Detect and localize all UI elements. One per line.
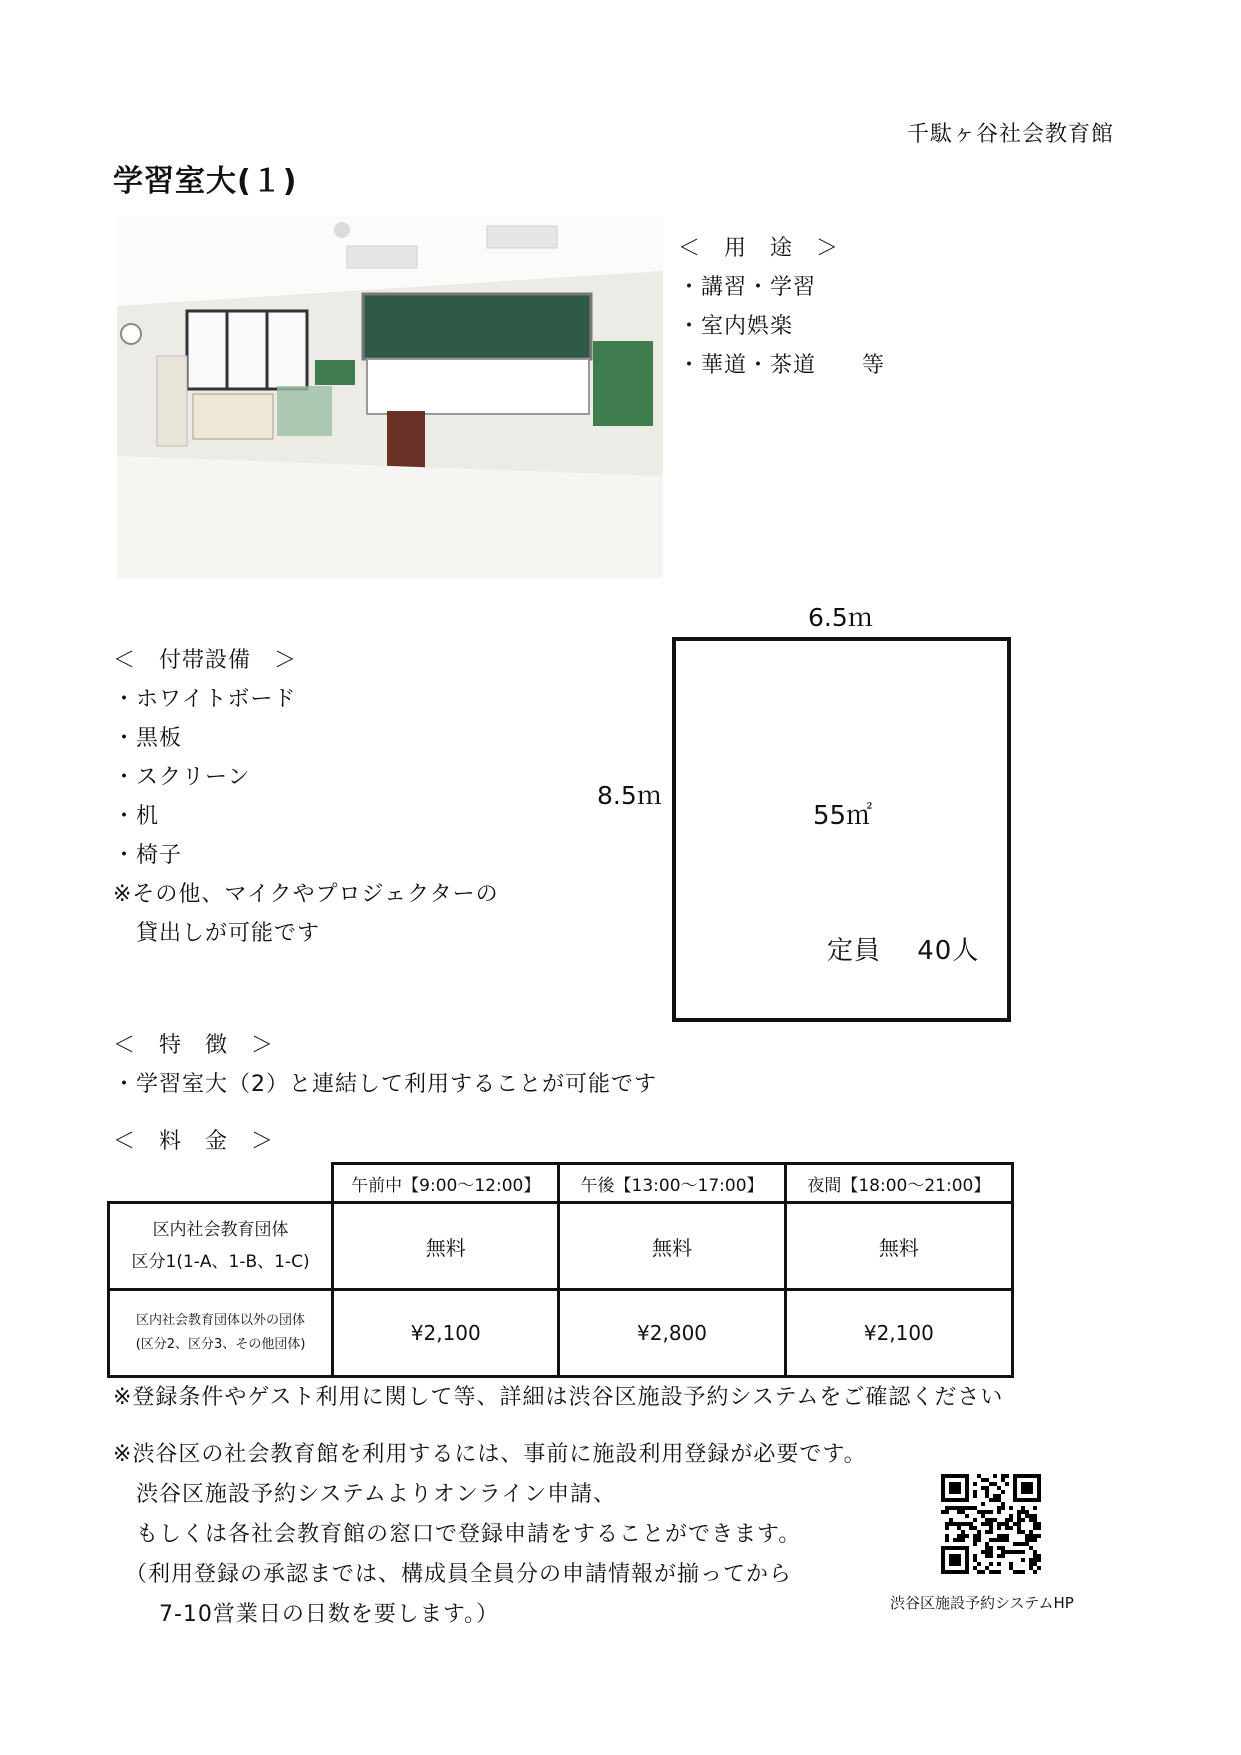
features-heading: ＜ 特 徴 ＞: [113, 1033, 275, 1058]
equipment-item: ・ホワイトボード: [113, 687, 297, 712]
row-label: 区内社会教育団体 区分1(1-A、1-B、1-C): [109, 1203, 333, 1290]
registration-info: [113, 1435, 867, 1635]
registration-info-line: ※渋谷区の社会教育館を利用するには、事前に施設利用登録が必要です。: [113, 1442, 867, 1467]
registration-info-line: 7-10営業日の日数を要します。）: [113, 1602, 500, 1627]
column-header: 午前中【9:00～12:00】: [333, 1164, 559, 1203]
row-label: 区内社会教育団体以外の団体 (区分2、区分3、その他団体): [109, 1290, 333, 1377]
floor-plan-height: 8.5ｍ: [597, 781, 662, 810]
uses-heading: ＜ 用 途 ＞: [678, 236, 840, 261]
qr-label: 渋谷区施設予約システムHP: [890, 1594, 1074, 1612]
room-title: 学習室大(１): [113, 164, 298, 199]
registration-info-line: （利用登録の承認までは、構成員全員分の申請情報が揃ってから: [113, 1562, 793, 1587]
features-item: ・学習室大（2）と連結して利用することが可能です: [113, 1072, 657, 1097]
equipment-heading: ＜ 付帯設備 ＞: [113, 648, 298, 673]
uses-item: ・華道・茶道 等: [678, 353, 886, 378]
uses-item: ・講習・学習: [678, 275, 817, 300]
fee-cell: 無料: [559, 1203, 785, 1290]
equipment-section: [113, 641, 499, 953]
fees-table: [107, 1162, 1014, 1378]
fee-cell: ¥2,100: [333, 1290, 559, 1377]
floor-plan-area: 55㎡: [813, 801, 873, 831]
registration-info-line: もしくは各社会教育館の窓口で登録申請をすることができます。: [113, 1522, 802, 1547]
column-header: 夜間【18:00～21:00】: [785, 1164, 1012, 1203]
facility-name: 千駄ヶ谷社会教育館: [907, 122, 1115, 147]
equipment-item: ・黒板: [113, 726, 183, 751]
equipment-item: ・椅子: [113, 843, 183, 868]
table-row: [109, 1203, 1013, 1290]
fee-cell: 無料: [333, 1203, 559, 1290]
fee-cell: ¥2,800: [559, 1290, 785, 1377]
floor-plan-capacity: 定員 40人: [827, 936, 980, 966]
uses-item: ・室内娯楽: [678, 314, 794, 339]
fee-cell: 無料: [785, 1203, 1012, 1290]
table-row: [109, 1290, 1013, 1377]
uses-section: [678, 229, 885, 385]
floor-plan-width: 6.5ｍ: [808, 603, 873, 632]
equipment-note: 貸出しが可能です: [113, 921, 321, 946]
fees-heading: ＜ 料 金 ＞: [113, 1129, 275, 1154]
table-corner: [109, 1164, 333, 1203]
table-header-row: [109, 1164, 1013, 1203]
equipment-item: ・スクリーン: [113, 765, 251, 790]
column-header: 午後【13:00～17:00】: [559, 1164, 785, 1203]
features-section: [113, 1026, 657, 1104]
equipment-note: ※その他、マイクやプロジェクターの: [113, 882, 499, 907]
fee-cell: ¥2,100: [785, 1290, 1012, 1377]
registration-note: ※登録条件やゲスト利用に関して等、詳細は渋谷区施設予約システムをご確認ください: [113, 1385, 1004, 1410]
room-photo: [117, 216, 663, 578]
qr-code-icon[interactable]: [941, 1474, 1041, 1574]
equipment-item: ・机: [113, 804, 160, 829]
registration-info-line: 渋谷区施設予約システムよりオンライン申請、: [113, 1482, 617, 1507]
